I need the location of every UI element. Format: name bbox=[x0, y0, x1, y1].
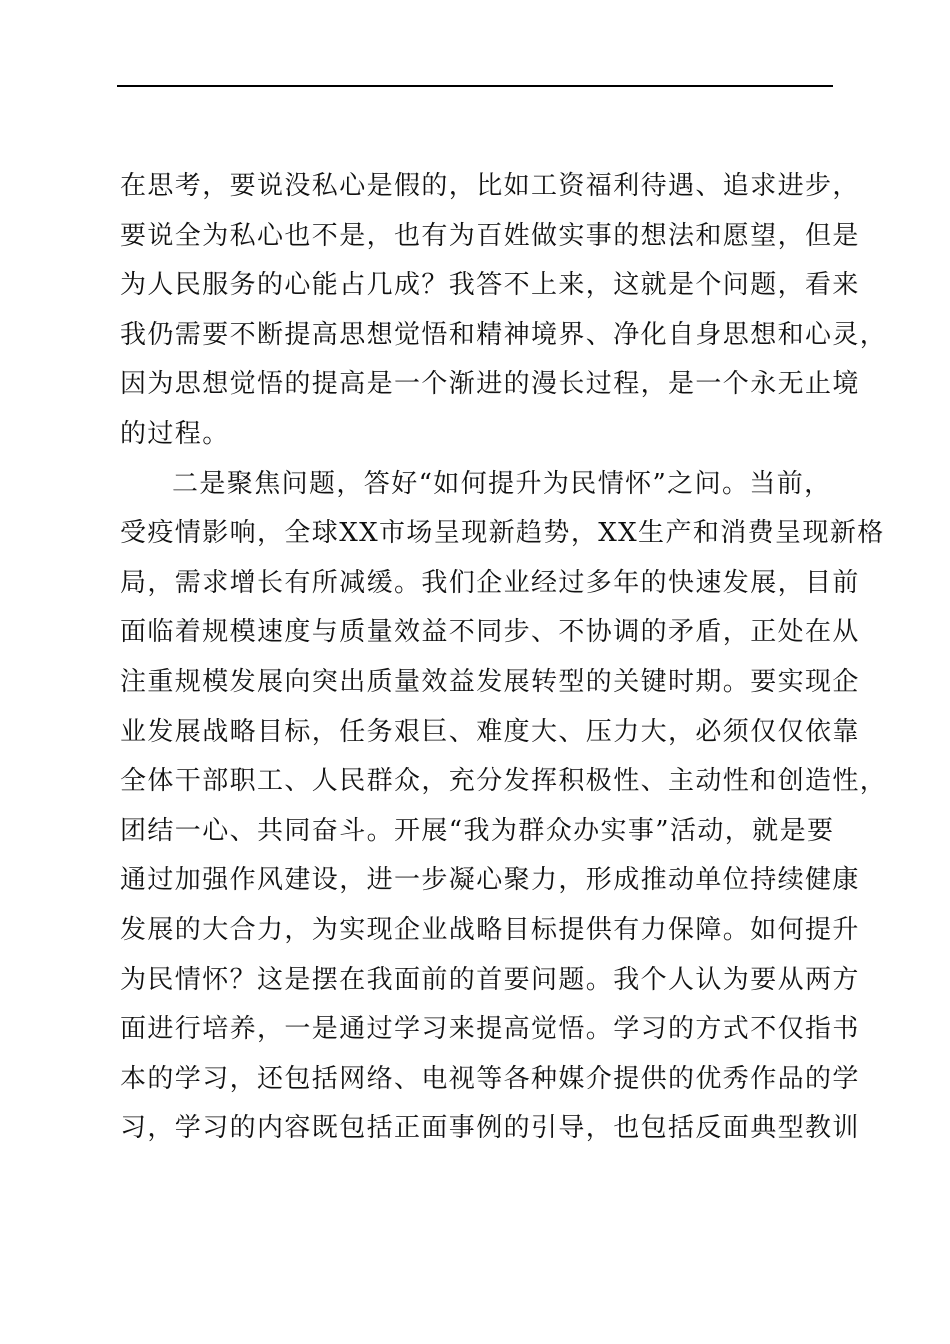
text-line: 要说全为私心也不是，也有为百姓做实事的想法和愿望，但是 bbox=[120, 220, 860, 251]
text-line: 局，需求增长有所减缓。我们企业经过多年的快速发展，目前 bbox=[120, 567, 860, 598]
document-body bbox=[120, 162, 888, 1154]
text-line: 为人民服务的心能占几成？我答不上来，这就是个问题，看来 bbox=[120, 270, 860, 301]
text-line: 发展的大合力，为实现企业战略目标提供有力保障。如何提升 bbox=[120, 914, 860, 945]
header-rule bbox=[117, 85, 833, 87]
text-line: 团结一心、共同奋斗。开展“我为群众办实事”活动，就是要 bbox=[120, 815, 835, 846]
text-line: 面进行培养，一是通过学习来提高觉悟。学习的方式不仅指书 bbox=[120, 1014, 860, 1045]
text-line: 习，学习的内容既包括正面事例的引导，也包括反面典型教训 bbox=[120, 1113, 860, 1144]
text-line: 业发展战略目标，任务艰巨、难度大、压力大，必须仅仅依靠 bbox=[120, 716, 860, 747]
text-line: 的过程。 bbox=[120, 418, 230, 449]
text-line: 面临着规模速度与质量效益不同步、不协调的矛盾，正处在从 bbox=[120, 617, 860, 648]
text-line: 在思考，要说没私心是假的，比如工资福利待遇、追求进步， bbox=[120, 171, 860, 201]
text-line: 我仍需要不断提高思想觉悟和精神境界、净化自身思想和心灵， bbox=[120, 319, 888, 350]
text-line: 注重规模发展向突出质量效益发展转型的关键时期。要实现企 bbox=[120, 666, 860, 697]
text-line: 为民情怀？这是摆在我面前的首要问题。我个人认为要从两方 bbox=[120, 964, 860, 995]
text-line: 受疫情影响，全球XX市场呈现新趋势，XX生产和消费呈现新格 bbox=[120, 518, 885, 549]
text-line: 通过加强作风建设，进一步凝心聚力，形成推动单位持续健康 bbox=[120, 865, 860, 896]
text-line: 因为思想觉悟的提高是一个渐进的漫长过程，是一个永无止境 bbox=[120, 369, 860, 400]
text-line: 全体干部职工、人民群众，充分发挥积极性、主动性和创造性， bbox=[120, 766, 888, 797]
paragraph-start-line: 二是聚焦问题，答好“如何提升为民情怀”之问。当前， bbox=[172, 468, 832, 499]
text-line: 本的学习，还包括网络、电视等各种媒介提供的优秀作品的学 bbox=[120, 1063, 860, 1094]
